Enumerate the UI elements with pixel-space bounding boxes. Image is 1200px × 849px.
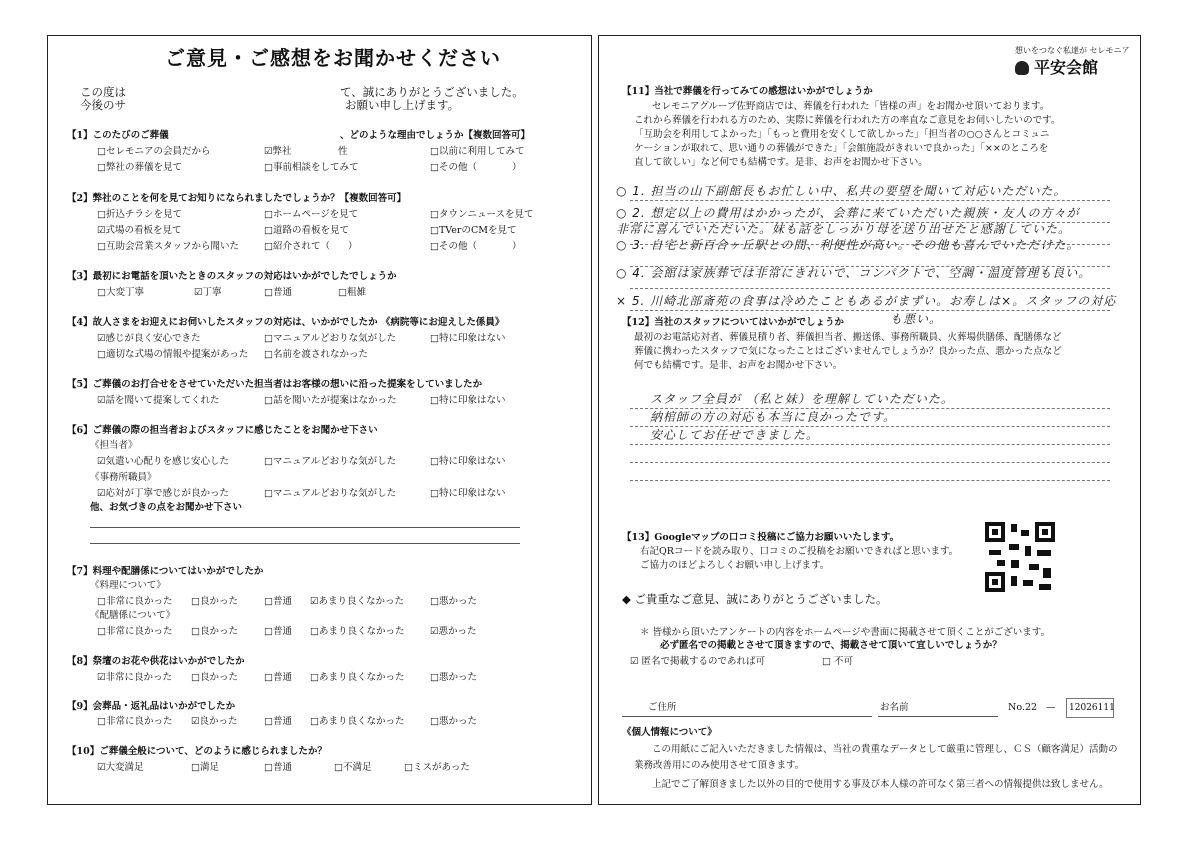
q6-sub-office: 《事務所職員》 [90, 472, 157, 483]
q7-server-bad[interactable]: ☑悪かった [430, 626, 477, 637]
q10-heading: 【10】ご葬儀全般について、どのように感じられましたか？ [67, 746, 327, 757]
q5-opt-proposed[interactable]: ☑話を聞いて提案してくれた [97, 395, 220, 406]
q8-very-good[interactable]: ☑非常に良かった [97, 672, 173, 683]
q2-opt-tver[interactable]: □TVerのCMを見て [430, 225, 517, 236]
q7-food-not-good[interactable]: ☑あまり良くなかった [310, 596, 405, 607]
q11-line-5 [630, 288, 1110, 289]
q1-opt-company-cont: 性 [338, 146, 348, 157]
q3-opt-very-polite[interactable]: □大変丁寧 [97, 287, 144, 298]
company-logo-icon [1015, 61, 1029, 75]
q12-line-1 [630, 408, 1110, 409]
company-tagline: 想いをつなぐ私達が セレモニア [1015, 46, 1130, 55]
publish-opt-anonymous[interactable]: ☑ 匿名で掲載するのであれば可 [630, 656, 766, 667]
q1-opt-member[interactable]: □セレモニアの会員だから [97, 146, 211, 157]
q7-server-normal[interactable]: □普通 [264, 626, 292, 637]
q1-opt-company[interactable]: ☑弊社 [264, 146, 292, 157]
q11-body-2: これから葬儀を行われる方のため、実際に葬儀を行われた方の率直なご意見をお伺いしたいのです。 [634, 115, 1061, 126]
publish-opt-no[interactable]: □ 不可 [822, 656, 853, 667]
q5-opt-no-proposal[interactable]: □話を聞いたが提案はなかった [264, 395, 397, 406]
intro-line-1b: て、誠にありがとうございました。 [340, 85, 524, 99]
q7-food-good[interactable]: □良かった [191, 596, 238, 607]
q6-opt-office-polite[interactable]: ☑応対が丁寧で感じが良かった [97, 488, 230, 499]
q11-heading: 【11】当社で葬儀を行ってみての感想はいかがでしょうか [622, 86, 873, 97]
q1-opt-other[interactable]: □その他（ [430, 162, 477, 173]
q1-opt-saw-funeral[interactable]: □弊社の葬儀を見て [97, 162, 182, 173]
q10-very-satisfied[interactable]: ☑大変満足 [97, 762, 144, 773]
q6-opt-no-impression[interactable]: □特に印象はない [430, 456, 506, 467]
q9-heading: 【9】会葬品・返礼品はいかがでしたか [67, 701, 236, 712]
publish-notice: ＊ 皆様から頂いたアンケートの内容をホームページや書面に掲載させて頂くことがございます。 [640, 627, 1051, 638]
q7-heading: 【7】料理や配膳係についてはいかがでしたか [67, 566, 264, 577]
q8-heading: 【8】祭壇のお花や供花はいかがでしたか [67, 656, 245, 667]
q6-other-prompt: 他、お気づきの点をお聞かせ下さい [90, 502, 243, 513]
q8-good[interactable]: □良かった [191, 672, 238, 683]
q7-server-very-good[interactable]: □非常に良かった [97, 626, 173, 637]
q7-food-bad[interactable]: □悪かった [430, 596, 477, 607]
q11-answer-2b: 非常に喜んでいただいた。妹も話をしっかり母を送り出せたと感謝していた。 [616, 222, 1072, 236]
q6-opt-office-no-impression[interactable]: □特に印象はない [430, 488, 506, 499]
q12-line-3 [630, 444, 1110, 445]
q4-opt-no-impression[interactable]: □特に印象はない [430, 333, 506, 344]
q12-answer-2: 納棺師の方の対応も本当に良かったです。 [650, 410, 897, 424]
q9-good[interactable]: ☑良かった [191, 716, 238, 727]
q2-opt-referral-close: ） [348, 241, 358, 252]
q8-bad[interactable]: □悪かった [430, 672, 477, 683]
q3-opt-polite[interactable]: ☑丁寧 [194, 287, 222, 298]
qr-code-icon[interactable] [985, 522, 1055, 592]
q12-line-4 [630, 462, 1110, 463]
q13-body-1: 右記QRコードを読み取り、口コミのご投稿をお願いできればと思います。 [640, 546, 959, 557]
q13-body-2: ご協力のほどよろしくお願い申し上げます。 [640, 560, 830, 571]
page-title: ご意見・ご感想をお聞かせください [165, 46, 501, 70]
company-name: 平安会館 [1034, 58, 1099, 77]
q12-answer-3: 安心してお任せできました。 [650, 428, 820, 442]
serial-code: 12026111 [1069, 703, 1115, 713]
q8-not-good[interactable]: □あまり良くなかった [310, 672, 405, 683]
q12-body-3: 何でも結構です。是非、お声をお聞かせ下さい。 [634, 360, 843, 371]
q4-opt-manual[interactable]: □マニュアルどおりな気がした [264, 333, 397, 344]
q6-opt-office-manual[interactable]: □マニュアルどおりな気がした [264, 488, 397, 499]
q7-server-good[interactable]: □良かった [191, 626, 238, 637]
q6-heading: 【6】ご葬儀の際の担当者およびスタッフに感じたことをお聞かせ下さい [67, 425, 378, 436]
thanks-message: ◆ ご貴重なご意見、誠にありがとうございました。 [622, 592, 888, 606]
address-line [622, 716, 872, 717]
q12-line-5 [630, 480, 1110, 481]
q11-body-3: 「互助会を利用してよかった」「もっと費用を安くして欲しかった」「担当者の○○さんとコミュニ [634, 129, 1050, 140]
q2-opt-townnews[interactable]: □タウンニュースを見て [430, 209, 534, 220]
q2-opt-referral[interactable]: □紹介されて（ [264, 241, 330, 252]
q2-opt-sales-staff[interactable]: □互助会営業スタッフから聞いた [97, 241, 239, 252]
address-label: ご住所 [648, 702, 677, 713]
q7-food-very-good[interactable]: □非常に良かった [97, 596, 173, 607]
q1-opt-previous[interactable]: □以前に利用してみて [430, 146, 525, 157]
q6-answer-line-2 [90, 543, 520, 544]
q11-answer-2: ○ 2. 想定以上の費用はかかったが、会葬に来ていただいた親族・友人の方々が [616, 206, 1080, 220]
q6-answer-line-1 [90, 527, 520, 528]
publish-question: 必ず匿名での掲載とさせて頂きますので、掲載させて頂いて宜しいでしょうか？ [660, 640, 1002, 651]
q10-mistake[interactable]: □ミスがあった [404, 762, 470, 773]
q13-heading: 【13】Googleマップの口コミ投稿にご協力お願いいたします。 [622, 532, 900, 543]
privacy-body-2: 業務改善用にのみ使用させて頂きます。 [634, 760, 805, 771]
q5-heading: 【5】ご葬儀のお打合せをさせていただいた担当者はお客様の想いに沿った提案をしていましたか [67, 379, 483, 390]
q9-very-good[interactable]: □非常に良かった [97, 716, 173, 727]
q11-body-4: ケーションが取れて、思い通りの葬儀ができた」「会館施設がきれいで良かった」「××のところを [634, 143, 1049, 154]
q3-opt-rough[interactable]: □粗雑 [338, 287, 366, 298]
q3-opt-normal[interactable]: □普通 [264, 287, 292, 298]
q1-opt-other-close: ） [512, 162, 522, 173]
q10-unsatisfied[interactable]: □不満足 [334, 762, 372, 773]
serial-no-value: 22 [1025, 702, 1038, 713]
serial-no-label: No. [1008, 702, 1025, 713]
q4-opt-no-name[interactable]: □名前を渡されなかった [264, 349, 368, 360]
q9-not-good[interactable]: □あまり良くなかった [310, 716, 405, 727]
q12-answer-1: スタッフ全員が （私と妹）を理解していただいた。 [650, 392, 954, 406]
intro-line-1a: この度は [80, 85, 126, 99]
q1-heading-cont: 、どのような理由でしょうか【複数回答可】 [340, 130, 531, 141]
q11-answer-3: ○ 3. 自宅と新百合ヶ丘駅との間、利便性が高い。その他も喜んでいただけた。 [616, 238, 1080, 252]
privacy-body-1: この用紙にご記入いただきました情報は、当社の貴重なデータとして厳重に管理し、ＣＳ（顧客満足）活動の [652, 744, 1118, 755]
serial-dash: — [1046, 702, 1056, 713]
q10-satisfied[interactable]: □満足 [191, 762, 219, 773]
q2-opt-other[interactable]: □その他（ [430, 241, 477, 252]
q7-sub-food: 《料理について》 [90, 580, 166, 591]
q11-answer-1: ○ 1. 担当の山下副館長もお忙しい中、私共の要望を聞いて対応いただいた。 [616, 184, 1067, 198]
q11-line-6 [630, 310, 1110, 311]
q3-heading: 【3】最初にお電話を頂いたときのスタッフの対応はいかがでしたでしょうか [67, 271, 397, 282]
name-line [878, 716, 998, 717]
q2-opt-other-close: ） [512, 241, 522, 252]
q10-normal[interactable]: □普通 [264, 762, 292, 773]
q7-sub-server: 《配膳係について》 [90, 610, 176, 621]
q11-answer-5: × 5. 川崎北部斎苑の食事は冷めたこともあるがまずい。お寿しは×。スタッフの対応 [616, 294, 1117, 308]
q1-opt-consult[interactable]: □事前相談をしてみて [264, 162, 359, 173]
q12-heading: 【12】当社のスタッフについてはいかがでしょうか [622, 317, 845, 328]
q7-food-normal[interactable]: □普通 [264, 596, 292, 607]
q9-normal[interactable]: □普通 [264, 716, 292, 727]
privacy-body-3: 上記でご了解頂きました以外の目的で使用する事及び本人様の許可なく第三者への情報提供は致しません。 [652, 779, 1109, 790]
q2-heading: 【2】弊社のことを何を見てお知りになられましたでしょうか？【複数回答可】 [67, 193, 407, 204]
q7-server-not-good[interactable]: □あまり良くなかった [310, 626, 405, 637]
q11-answer-4: ○ 4. 会館は家族葬では非常にきれいで、コンパクトで、空調・温度管理も良い。 [616, 266, 1092, 280]
q11-body-5: 直して欲しい」など何でも結構です。是非、お声をお聞かせ下さい。 [634, 157, 928, 168]
q12-body-1: 最初のお電話応対者、葬儀見積り者、葬儀担当者、搬送係、事務所職員、火葬場供膳係、配膳係など [634, 332, 1062, 343]
q2-opt-road-sign[interactable]: □道路の看板を見て [264, 225, 349, 236]
q6-opt-considerate[interactable]: ☑気遣い心配りを感じ安心した [97, 456, 230, 467]
q2-opt-homepage[interactable]: □ホームページを見て [264, 209, 359, 220]
q8-normal[interactable]: □普通 [264, 672, 292, 683]
name-label: お名前 [880, 702, 909, 713]
q9-bad[interactable]: □悪かった [430, 716, 477, 727]
q1-heading: 【1】このたびのご葬儀 [67, 130, 169, 141]
q4-opt-venue-info[interactable]: □適切な式場の情報や提案があった [97, 349, 249, 360]
q5-opt-no-impression[interactable]: □特に印象はない [430, 395, 506, 406]
q11-body-1: セレモニアグループ佐野商店では、葬儀を行われた「皆様の声」をお聞かせ頂いております。 [652, 101, 1050, 112]
intro-line-2b: お願い申し上げます。 [345, 98, 460, 112]
intro-line-2a: 今後のサ [80, 98, 126, 112]
privacy-heading: 《個人情報について》 [622, 727, 717, 738]
q4-opt-reassured[interactable]: ☑感じが良く安心できた [97, 333, 201, 344]
q4-heading: 【4】故人さまをお迎えにお伺いしたスタッフの対応は、いかがでしたか 《病院等にお迎えした係員》 [67, 317, 505, 328]
q6-sub-coordinator: 《担当者》 [90, 440, 138, 451]
q12-body-2: 葬儀に携わったスタッフで気になったことはございませんでしょうか？良かった点、悪かった点など [634, 346, 1062, 357]
q11-line-1 [630, 200, 1110, 201]
q2-opt-hall-sign[interactable]: ☑式場の看板を見て [97, 225, 182, 236]
q6-opt-manual[interactable]: □マニュアルどおりな気がした [264, 456, 397, 467]
q12-line-2 [630, 426, 1110, 427]
q2-opt-flyer[interactable]: □折込チラシを見て [97, 209, 182, 220]
q11-answer-5b: も悪い。 [890, 312, 943, 326]
